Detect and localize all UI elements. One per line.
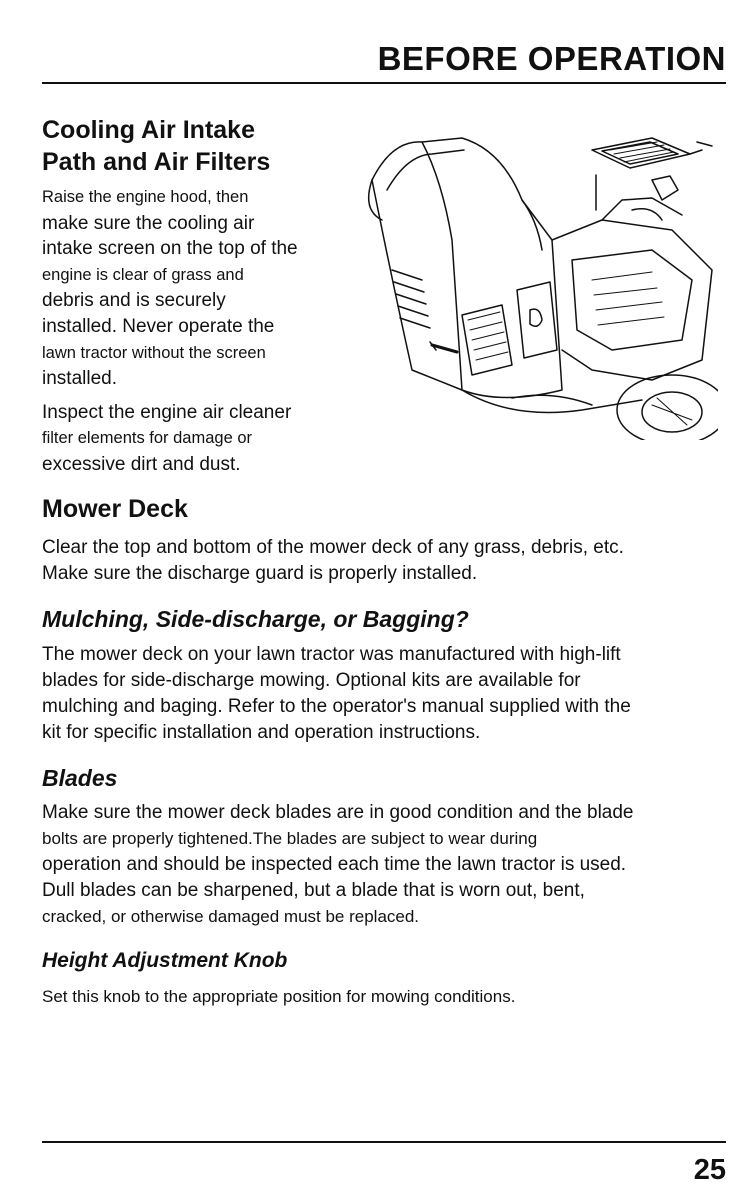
text-line: Inspect the engine air cleaner bbox=[42, 401, 292, 423]
text-line: operation and should be inspected each time the lawn tractor is used. bbox=[42, 854, 627, 875]
blades-title: Blades bbox=[42, 765, 118, 791]
mulching-title: Mulching, Side-discharge, or Bagging? bbox=[42, 606, 469, 632]
footer-rule bbox=[42, 1141, 726, 1143]
text-line: mulching and baging. Refer to the operator's manual supplied with the bbox=[42, 696, 631, 717]
cooling-section bbox=[42, 114, 352, 478]
text-line: intake screen on the top of the bbox=[42, 238, 298, 260]
intake-screen-icon bbox=[592, 138, 712, 210]
text-line: engine is clear of grass and bbox=[42, 265, 244, 284]
engine-air-filter-illustration bbox=[352, 120, 718, 440]
air-filter-icon bbox=[430, 282, 557, 375]
header-rule bbox=[42, 82, 726, 84]
blades-paragraph bbox=[42, 800, 732, 930]
engine-icon bbox=[552, 176, 712, 380]
text-line: make sure the cooling air bbox=[42, 212, 255, 234]
wheel-icon bbox=[462, 375, 718, 440]
height-knob-title: Height Adjustment Knob bbox=[42, 949, 288, 972]
text-line: Make sure the mower deck blades are in good condition and the blade bbox=[42, 802, 634, 823]
text-line: Make sure the discharge guard is properly installed. bbox=[42, 563, 478, 584]
mulching-paragraph bbox=[42, 642, 732, 746]
text-line: cracked, or otherwise damaged must be replaced. bbox=[42, 907, 420, 926]
cooling-title-line2: Path and Air Filters bbox=[42, 148, 271, 176]
cooling-paragraph-2 bbox=[42, 400, 352, 478]
page-number: 25 bbox=[693, 1154, 726, 1186]
mower-deck-paragraph bbox=[42, 535, 732, 587]
text-line: Clear the top and bottom of the mower deck of any grass, debris, etc. bbox=[42, 537, 624, 558]
cooling-paragraph-1 bbox=[42, 184, 352, 392]
text-line: debris and is securely bbox=[42, 290, 226, 312]
text-line: The mower deck on your lawn tractor was manufactured with high-lift bbox=[42, 644, 621, 665]
text-line: blades for side-discharge mowing. Optional kits are available for bbox=[42, 670, 581, 691]
text-line: installed. bbox=[42, 368, 117, 390]
text-line: lawn tractor without the screen bbox=[42, 343, 266, 362]
text-line: excessive dirt and dust. bbox=[42, 453, 241, 475]
text-line: Dull blades can be sharpened, but a blade that is worn out, bent, bbox=[42, 880, 585, 901]
page-title: BEFORE OPERATION bbox=[377, 40, 726, 77]
text-line: filter elements for damage or bbox=[42, 429, 253, 448]
text-line: installed. Never operate the bbox=[42, 315, 275, 337]
cooling-title-line1: Cooling Air Intake bbox=[42, 116, 255, 144]
engine-hood-icon bbox=[369, 138, 562, 398]
text-line: bolts are properly tightened.The blades are subject to wear during bbox=[42, 829, 538, 848]
height-knob-paragraph: Set this knob to the appropriate position for mowing conditions. bbox=[42, 987, 516, 1006]
text-line: kit for specific installation and operation instructions. bbox=[42, 722, 481, 743]
text-line: Raise the engine hood, then bbox=[42, 188, 249, 206]
mower-deck-title: Mower Deck bbox=[42, 495, 188, 523]
